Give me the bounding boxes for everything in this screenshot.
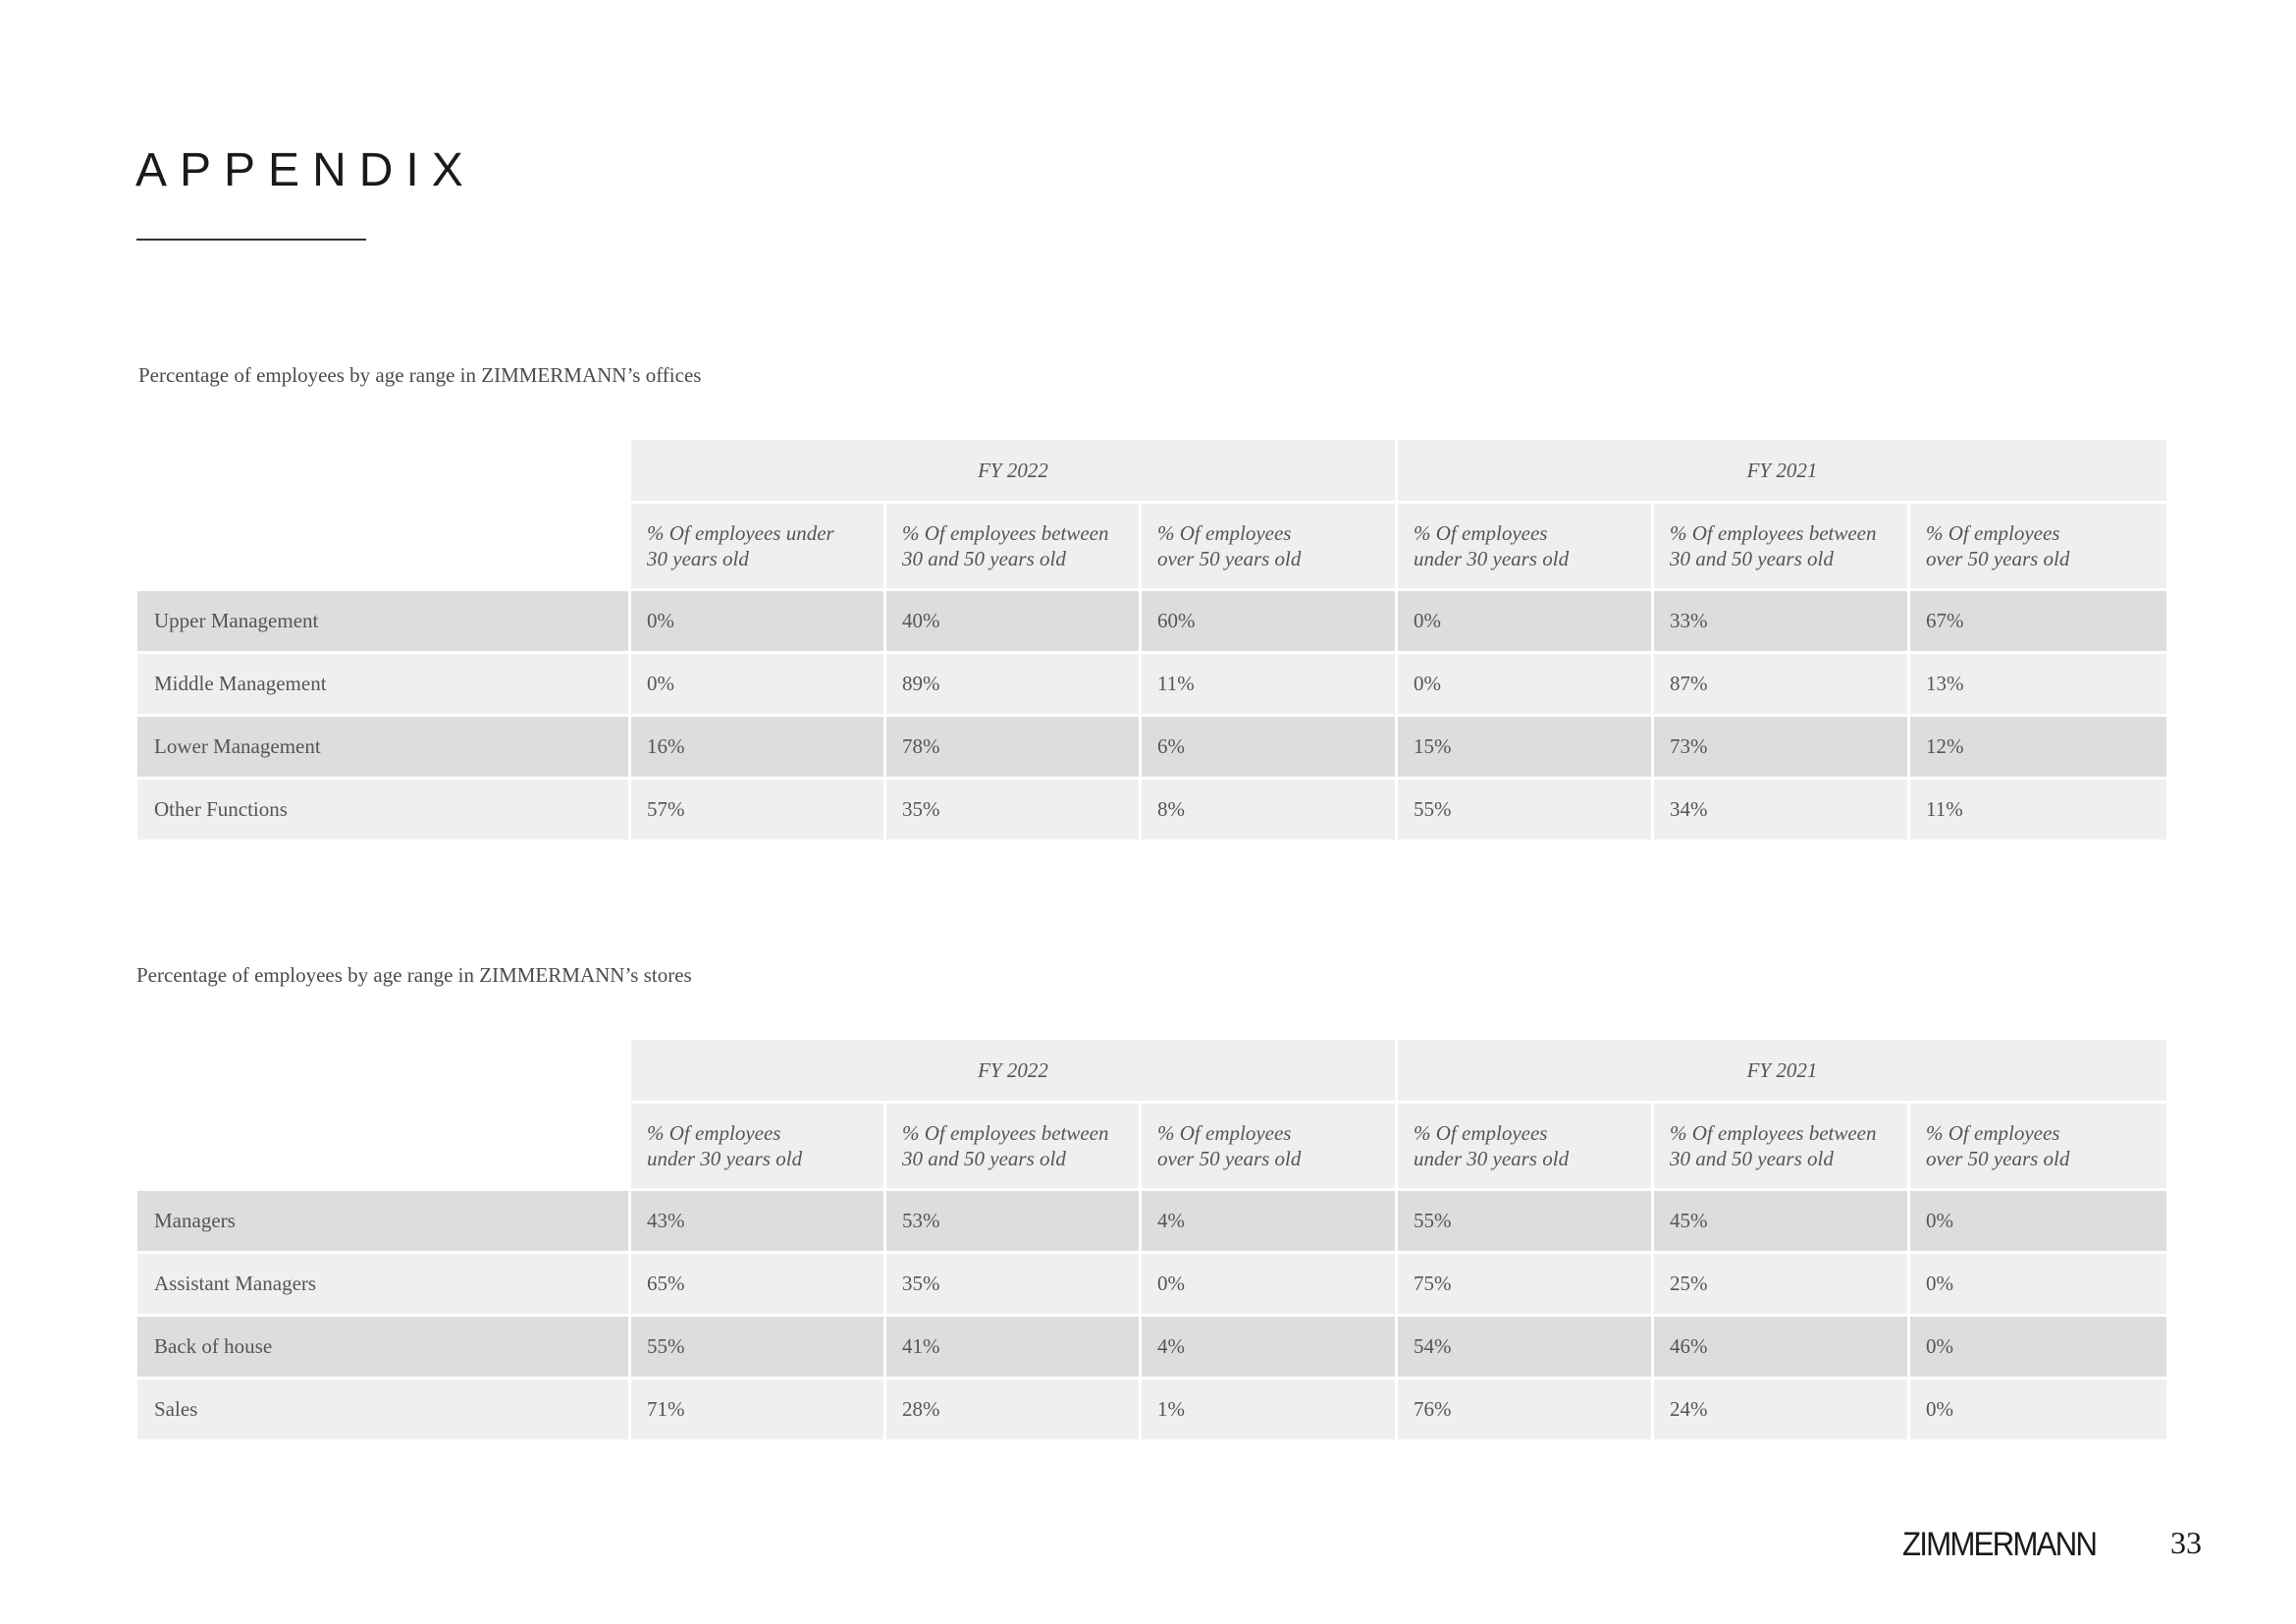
- table-cell: 34%: [1654, 780, 1907, 839]
- stores-table-caption: Percentage of employees by age range in ZIMMERMANN’s stores: [136, 963, 692, 987]
- table-cell: 4%: [1142, 1191, 1395, 1251]
- row-label: Sales: [137, 1380, 628, 1439]
- column-header: % Of employees under 30 years old: [1398, 504, 1651, 588]
- stores-age-table: [137, 1040, 2166, 1440]
- table-cell: 46%: [1654, 1317, 1907, 1377]
- row-label: Lower Management: [137, 717, 628, 777]
- table-column-header-row: [137, 1104, 2166, 1188]
- table-cell: 57%: [631, 780, 883, 839]
- table-cell: 43%: [631, 1191, 883, 1251]
- table-cell: 25%: [1654, 1254, 1907, 1314]
- table-row: [137, 1380, 2166, 1439]
- row-label: Back of house: [137, 1317, 628, 1377]
- table-cell: 76%: [1398, 1380, 1651, 1439]
- column-header: % Of employees under 30 years old: [631, 504, 883, 588]
- table-cell: 78%: [886, 717, 1139, 777]
- table-cell: 67%: [1910, 591, 2166, 651]
- table-cell: 0%: [1142, 1254, 1395, 1314]
- table-cell: 11%: [1142, 654, 1395, 714]
- column-header: % Of employees over 50 years old: [1142, 1104, 1395, 1188]
- column-header: % Of employees over 50 years old: [1910, 1104, 2166, 1188]
- table-cell: 89%: [886, 654, 1139, 714]
- year-header-fy2022: FY 2022: [631, 1040, 1395, 1101]
- table-cell: 73%: [1654, 717, 1907, 777]
- table-cell: 45%: [1654, 1191, 1907, 1251]
- table-cell: 16%: [631, 717, 883, 777]
- table-cell: 12%: [1910, 717, 2166, 777]
- table-cell: 0%: [1910, 1380, 2166, 1439]
- column-header: % Of employees between 30 and 50 years old: [886, 504, 1139, 588]
- table-row: [137, 654, 2166, 714]
- column-header: % Of employees over 50 years old: [1910, 504, 2166, 588]
- table-cell: 35%: [886, 1254, 1139, 1314]
- column-header: % Of employees between 30 and 50 years old: [1654, 504, 1907, 588]
- page-title: APPENDIX: [135, 144, 476, 196]
- table-cell: 0%: [1398, 654, 1651, 714]
- table-cell: 1%: [1142, 1380, 1395, 1439]
- table-row: [137, 1254, 2166, 1314]
- year-header-fy2021: FY 2021: [1398, 440, 2166, 501]
- row-label: Managers: [137, 1191, 628, 1251]
- table-cell: 0%: [1398, 591, 1651, 651]
- row-label: Upper Management: [137, 591, 628, 651]
- year-header-fy2022: FY 2022: [631, 440, 1395, 501]
- title-underline: [136, 239, 366, 241]
- offices-age-table: [137, 440, 2166, 839]
- table-cell: 28%: [886, 1380, 1139, 1439]
- table-cell: 75%: [1398, 1254, 1651, 1314]
- page-number: 33: [2170, 1525, 2202, 1560]
- row-label: Middle Management: [137, 654, 628, 714]
- table-cell: 55%: [1398, 780, 1651, 839]
- table-cell: 71%: [631, 1380, 883, 1439]
- table-cell: 0%: [631, 654, 883, 714]
- row-label: Other Functions: [137, 780, 628, 839]
- table-cell: 0%: [1910, 1254, 2166, 1314]
- table-row: [137, 591, 2166, 651]
- column-header: % Of employees over 50 years old: [1142, 504, 1395, 588]
- table-row: [137, 1191, 2166, 1251]
- table-cell: 13%: [1910, 654, 2166, 714]
- table-cell: 53%: [886, 1191, 1139, 1251]
- table-cell: 0%: [631, 591, 883, 651]
- table-cell: 87%: [1654, 654, 1907, 714]
- table-cell: 24%: [1654, 1380, 1907, 1439]
- table-cell: 0%: [1910, 1191, 2166, 1251]
- offices-table-caption: Percentage of employees by age range in ZIMMERMANN’s offices: [138, 363, 702, 387]
- table-cell: 55%: [631, 1317, 883, 1377]
- table-row: [137, 717, 2166, 777]
- table-year-header-row: [137, 1040, 2166, 1101]
- brand-logo: ZIMMERMANN: [1902, 1526, 2097, 1563]
- table-column-header-row: [137, 504, 2166, 588]
- table-cell: 40%: [886, 591, 1139, 651]
- table-cell: 65%: [631, 1254, 883, 1314]
- table-cell: 11%: [1910, 780, 2166, 839]
- table-cell: 35%: [886, 780, 1139, 839]
- table-cell: 15%: [1398, 717, 1651, 777]
- table-cell: 4%: [1142, 1317, 1395, 1377]
- table-row: [137, 1317, 2166, 1377]
- table-cell: 8%: [1142, 780, 1395, 839]
- table-cell: 54%: [1398, 1317, 1651, 1377]
- table-cell: 60%: [1142, 591, 1395, 651]
- row-label: Assistant Managers: [137, 1254, 628, 1314]
- table-cell: 33%: [1654, 591, 1907, 651]
- column-header: % Of employees under 30 years old: [631, 1104, 883, 1188]
- column-header: % Of employees between 30 and 50 years old: [886, 1104, 1139, 1188]
- year-header-fy2021: FY 2021: [1398, 1040, 2166, 1101]
- table-year-header-row: [137, 440, 2166, 501]
- table-cell: 6%: [1142, 717, 1395, 777]
- table-cell: 0%: [1910, 1317, 2166, 1377]
- table-row: [137, 780, 2166, 839]
- table-cell: 55%: [1398, 1191, 1651, 1251]
- table-cell: 41%: [886, 1317, 1139, 1377]
- column-header: % Of employees between 30 and 50 years old: [1654, 1104, 1907, 1188]
- column-header: % Of employees under 30 years old: [1398, 1104, 1651, 1188]
